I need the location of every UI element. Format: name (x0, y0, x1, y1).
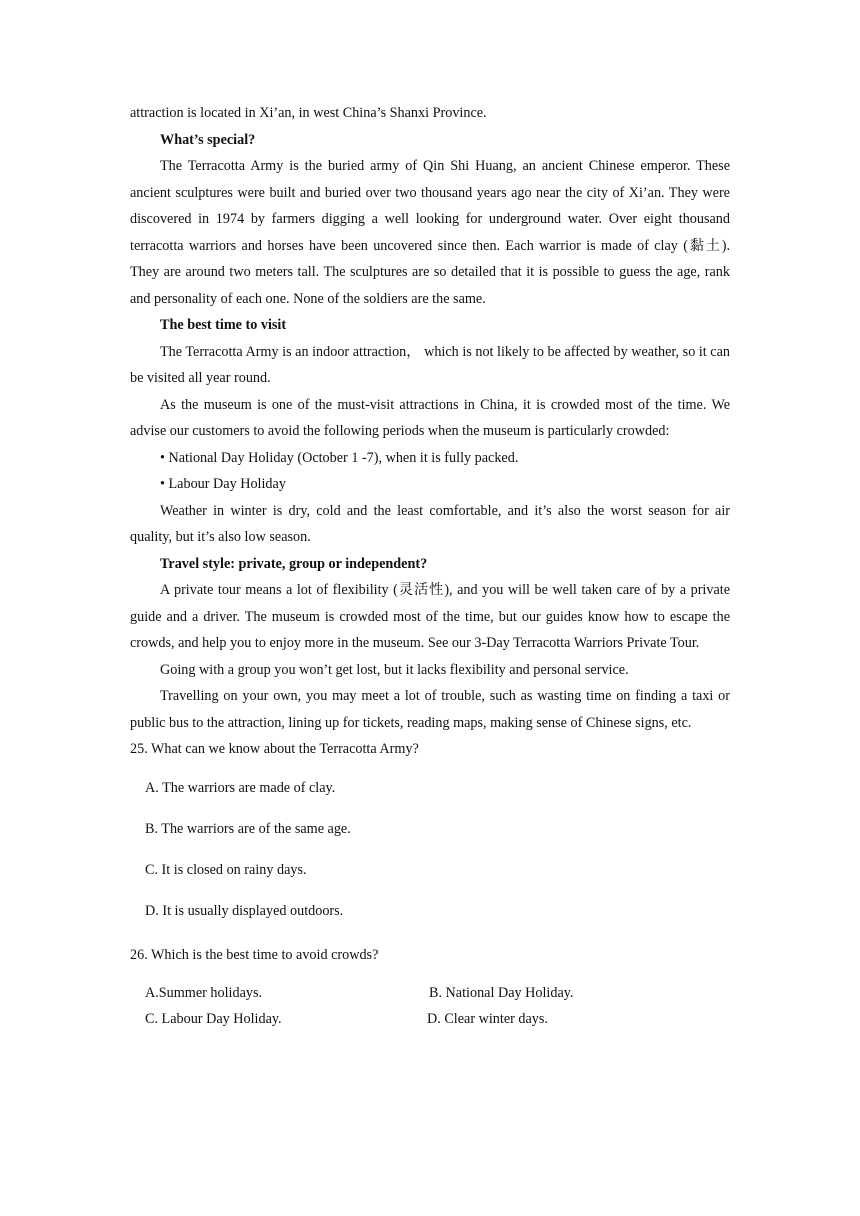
paragraph-indoor: The Terracotta Army is an indoor attraction， which is not likely to be affected by weather, so it can be visited all year round. (130, 343, 730, 386)
intro-tail: attraction is located in Xi’an, in west China’s Shanxi Province. (130, 105, 487, 121)
q25-option-c[interactable]: C. It is closed on rainy days. (145, 861, 307, 878)
question-26-options (130, 983, 730, 1039)
q26-option-a[interactable]: A.Summer holidays. (145, 985, 263, 1001)
q26-option-b[interactable]: B. National Day Holiday. (429, 985, 574, 1001)
paragraph-independent: Travelling on your own, you may meet a lot of trouble, such as wasting time on finding a taxi or public bus to the attraction, lining up for tickets, reading maps, making sense of Chinese signs, etc. (130, 688, 730, 731)
q25-option-b[interactable]: B. The warriors are of the same age. (145, 820, 351, 837)
q26-option-d[interactable]: D. Clear winter days. (427, 1011, 548, 1027)
q25-option-d[interactable]: D. It is usually displayed outdoors. (145, 902, 344, 919)
question-26-stem: 26. Which is the best time to avoid crowds? (130, 946, 379, 963)
q26-option-c[interactable]: C. Labour Day Holiday. (145, 1011, 282, 1027)
q25-option-a[interactable]: A. The warriors are made of clay. (145, 779, 336, 796)
question-25-stem: 25. What can we know about the Terracotta Army? (130, 741, 419, 757)
question-25-options (130, 778, 730, 921)
paragraph-group: Going with a group you won’t get lost, but it lacks flexibility and personal service. (160, 661, 629, 678)
bullet-national-day: • National Day Holiday (October 1 -7), when it is fully packed. (160, 449, 519, 466)
paragraph-private-tour: A private tour means a lot of flexibility (灵活性), and you will be well taken care of by a private guide and a driver. The museum is crowded most of the time, but our guides know how to escape the crowds, and help you to enjoy more in the museum. See our 3-Day Terracotta Warriors Private Tour. (130, 582, 730, 651)
paragraph-winter: Weather in winter is dry, cold and the least comfortable, and it’s also the worst season for air quality, but it’s also low season. (130, 502, 730, 545)
paragraph-special: The Terracotta Army is the buried army of Qin Shi Huang, an ancient Chinese emperor. These ancient sculptures were built and buried over two thousand years ago near the city of Xi’an. They were discovered in 1974 by farmers digging a well looking for underground water. Over eight thousand terracotta warriors and horses have been uncovered since then. Each warrior is made of clay (黏土). They are around two meters tall. The sculptures are so detailed that it is possible to guess the age, rank and personality of each one. None of the soldiers are the same. (130, 158, 730, 307)
bullet-labour-day: • Labour Day Holiday (160, 476, 286, 492)
document-page (130, 100, 730, 1039)
heading-best-time: The best time to visit (160, 317, 287, 333)
paragraph-crowded: As the museum is one of the must-visit attractions in China, it is crowded most of the time. We advise our customers to avoid the following periods when the museum is particularly crowded: (130, 396, 730, 439)
heading-whats-special: What’s special? (160, 131, 256, 148)
heading-travel-style: Travel style: private, group or independent? (160, 555, 428, 572)
